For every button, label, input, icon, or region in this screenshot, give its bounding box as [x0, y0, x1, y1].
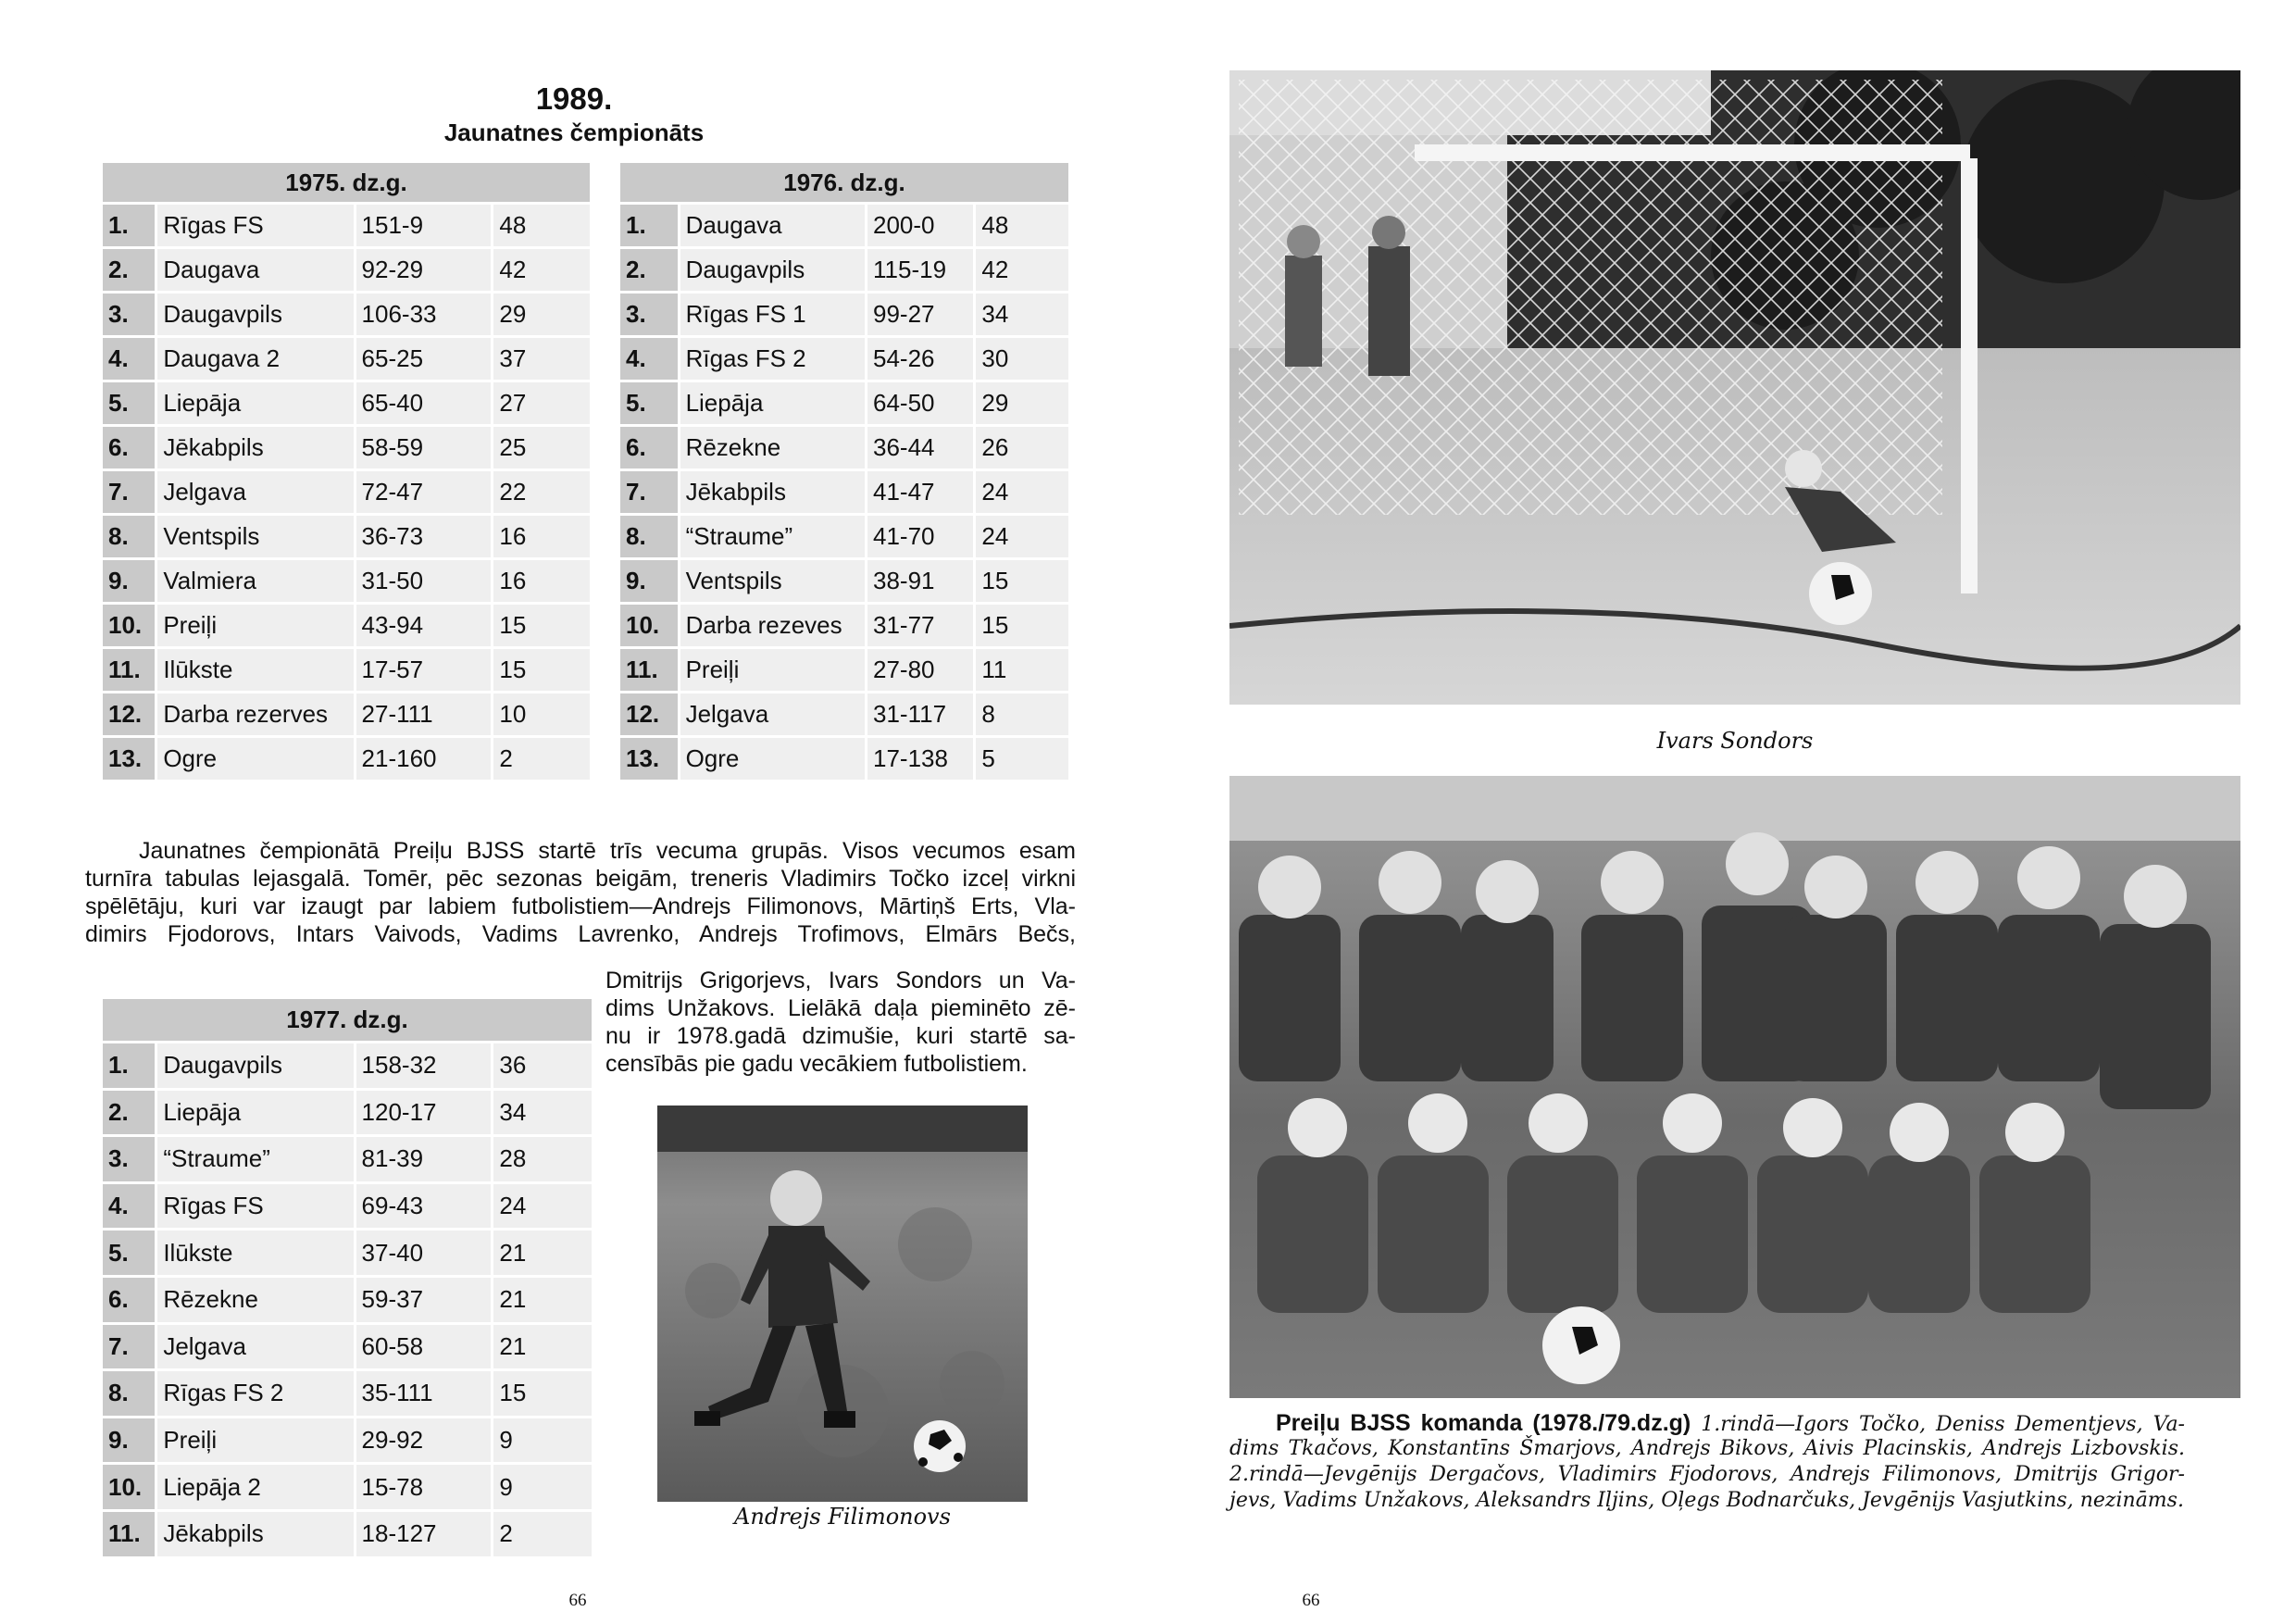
rank-cell: 10. — [620, 605, 678, 646]
rank-cell: 9. — [103, 1418, 155, 1463]
table-row — [103, 1512, 592, 1556]
page-number: 66 — [568, 1591, 587, 1610]
points-cell: 24 — [976, 471, 1068, 513]
photo-goalkeeper — [1229, 70, 2240, 705]
standings-table-1976 — [618, 160, 1071, 782]
paragraph-line: dims Unžakovs. Lielākā daļa pieminēto zē- — [605, 995, 1076, 1021]
points-cell: 36 — [493, 1043, 592, 1088]
goals-cell: 41-70 — [867, 516, 973, 557]
points-cell: 16 — [493, 516, 590, 557]
paragraph-line: spēlētāju, kuri var izaugt par labiem futbolistiem—Andrejs Filimonovs, Mārtiņš Erts, Vla- — [85, 893, 1076, 919]
table-row — [103, 649, 590, 691]
rank-cell: 11. — [103, 649, 155, 691]
points-cell: 29 — [976, 382, 1068, 424]
points-cell: 9 — [493, 1418, 592, 1463]
points-cell: 2 — [493, 738, 590, 780]
points-cell: 30 — [976, 338, 1068, 380]
photo-caption: Ivars Sondors — [1656, 728, 1814, 754]
team-cell: Rīgas FS 2 — [157, 1371, 353, 1416]
rank-cell: 6. — [103, 1278, 155, 1322]
team-cell: Preiļi — [680, 649, 865, 691]
team-cell: Rīgas FS 2 — [680, 338, 865, 380]
points-cell: 15 — [493, 1371, 592, 1416]
table-row — [103, 1230, 592, 1275]
goals-cell: 17-57 — [356, 649, 492, 691]
rank-cell: 3. — [103, 1137, 155, 1181]
points-cell: 42 — [976, 249, 1068, 291]
rank-cell: 2. — [103, 1091, 155, 1135]
goals-cell: 43-94 — [356, 605, 492, 646]
points-cell: 48 — [976, 205, 1068, 246]
page-subtitle: Jaunatnes čempionāts — [443, 119, 705, 146]
goals-cell: 59-37 — [356, 1278, 492, 1322]
rank-cell: 9. — [103, 560, 155, 602]
points-cell: 22 — [493, 471, 590, 513]
team-cell: Daugava 2 — [157, 338, 353, 380]
rank-cell: 1. — [103, 1043, 155, 1088]
page-title-year: 1989. — [535, 81, 613, 116]
team-cell: Rīgas FS 1 — [680, 294, 865, 335]
table-row — [103, 1091, 592, 1135]
rank-cell: 12. — [620, 693, 678, 735]
table-row — [103, 516, 590, 557]
team-cell: “Straume” — [157, 1137, 353, 1181]
photo-team — [1229, 776, 2240, 1398]
team-cell: Daugava — [680, 205, 865, 246]
right-page — [1148, 0, 2296, 1624]
caption-line: jevs, Vadims Unžakovs, Aleksandrs Iļjins, Oļegs Bodnarčuks, Jevgēnijs Vasjutkins, nezināms. — [1229, 1489, 2184, 1512]
points-cell: 27 — [493, 382, 590, 424]
table-row — [620, 382, 1068, 424]
points-cell: 16 — [493, 560, 590, 602]
points-cell: 25 — [493, 427, 590, 468]
table-row — [103, 738, 590, 780]
table-header: 1976. dz.g. — [620, 163, 1068, 202]
goals-cell: 65-40 — [356, 382, 492, 424]
points-cell: 21 — [493, 1278, 592, 1322]
photo-caption: Andrejs Filimonovs — [734, 1504, 951, 1530]
points-cell: 15 — [976, 560, 1068, 602]
photo-player-with-ball — [657, 1106, 1028, 1502]
table-row — [620, 205, 1068, 246]
team-cell: Ventspils — [157, 516, 353, 557]
goals-cell: 200-0 — [867, 205, 973, 246]
goals-cell: 17-138 — [867, 738, 973, 780]
table-row — [103, 1137, 592, 1181]
page-number: 66 — [1302, 1591, 1320, 1610]
table-row — [620, 560, 1068, 602]
team-cell: Ogre — [680, 738, 865, 780]
standings-table-1975 — [100, 160, 593, 782]
paragraph-line: censībās pie gadu vecākiem futbolistiem. — [605, 1051, 1028, 1077]
team-cell: Liepāja — [157, 382, 353, 424]
table-row — [620, 294, 1068, 335]
paragraph-line: Dmitrijs Grigorjevs, Ivars Sondors un Va- — [605, 968, 1076, 993]
goals-cell: 151-9 — [356, 205, 492, 246]
points-cell: 9 — [493, 1465, 592, 1509]
table-row — [620, 516, 1068, 557]
goals-cell: 31-117 — [867, 693, 973, 735]
goals-cell: 35-111 — [356, 1371, 492, 1416]
team-cell: Rīgas FS — [157, 205, 353, 246]
team-cell: Rēzekne — [680, 427, 865, 468]
points-cell: 48 — [493, 205, 590, 246]
team-photo-caption — [1229, 1410, 2185, 1514]
points-cell: 26 — [976, 427, 1068, 468]
team-cell: Liepāja 2 — [157, 1465, 353, 1509]
caption-text: 1.rindā—Igors Točko, Deniss Dementjevs, Va- — [1701, 1413, 2185, 1436]
table-row — [103, 693, 590, 735]
team-cell: Darba rezerves — [157, 693, 353, 735]
rank-cell: 2. — [620, 249, 678, 291]
team-cell: Ogre — [157, 738, 353, 780]
points-cell: 24 — [976, 516, 1068, 557]
goals-cell: 120-17 — [356, 1091, 492, 1135]
paragraph-line: turnīra tabulas lejasgalā. Tomēr, pēc sezonas beigām, treneris Vladimirs Točko izceļ virkni — [85, 866, 1076, 892]
goals-cell: 58-59 — [356, 427, 492, 468]
paragraph-line: dimirs Fjodorovs, Intars Vaivods, Vadims Lavrenko, Andrejs Trofimovs, Elmārs Bečs, — [85, 921, 1076, 947]
table-row — [103, 1465, 592, 1509]
table-row — [620, 338, 1068, 380]
table-row — [103, 1418, 592, 1463]
table-row — [620, 249, 1068, 291]
rank-cell: 10. — [103, 605, 155, 646]
team-cell: Darba rezeves — [680, 605, 865, 646]
points-cell: 2 — [493, 1512, 592, 1556]
table-header: 1975. dz.g. — [103, 163, 590, 202]
goals-cell: 18-127 — [356, 1512, 492, 1556]
team-cell: Jelgava — [157, 1325, 353, 1369]
rank-cell: 8. — [103, 1371, 155, 1416]
paragraph-line: nu ir 1978.gadā dzimušie, kuri startē sa- — [605, 1023, 1076, 1049]
points-cell: 15 — [493, 649, 590, 691]
table-row — [103, 338, 590, 380]
caption-bold: Preiļu BJSS komanda (1978./79.dz.g) — [1276, 1410, 1691, 1436]
goals-cell: 81-39 — [356, 1137, 492, 1181]
table-row — [620, 605, 1068, 646]
table-row — [103, 1184, 592, 1229]
points-cell: 10 — [493, 693, 590, 735]
goals-cell: 31-50 — [356, 560, 492, 602]
team-cell: Rēzekne — [157, 1278, 353, 1322]
goals-cell: 15-78 — [356, 1465, 492, 1509]
points-cell: 15 — [976, 605, 1068, 646]
team-cell: Rīgas FS — [157, 1184, 353, 1229]
table-row — [620, 471, 1068, 513]
goals-cell: 37-40 — [356, 1230, 492, 1275]
rank-cell: 12. — [103, 693, 155, 735]
goals-cell: 72-47 — [356, 471, 492, 513]
rank-cell: 11. — [103, 1512, 155, 1556]
team-cell: Jelgava — [680, 693, 865, 735]
points-cell: 21 — [493, 1230, 592, 1275]
table-row — [620, 693, 1068, 735]
table-row — [103, 205, 590, 246]
goals-cell: 64-50 — [867, 382, 973, 424]
rank-cell: 7. — [620, 471, 678, 513]
team-cell: Daugava — [157, 249, 353, 291]
team-cell: Jēkabpils — [680, 471, 865, 513]
table-row — [103, 560, 590, 602]
table-row — [103, 1371, 592, 1416]
rank-cell: 7. — [103, 471, 155, 513]
rank-cell: 6. — [103, 427, 155, 468]
rank-cell: 4. — [620, 338, 678, 380]
rank-cell: 9. — [620, 560, 678, 602]
table-row — [103, 1043, 592, 1088]
table-row — [103, 1325, 592, 1369]
goals-cell: 60-58 — [356, 1325, 492, 1369]
rank-cell: 5. — [103, 382, 155, 424]
goals-cell: 99-27 — [867, 294, 973, 335]
team-cell: “Straume” — [680, 516, 865, 557]
rank-cell: 2. — [103, 249, 155, 291]
rank-cell: 4. — [103, 1184, 155, 1229]
caption-line: 2.rindā—Jevgēnijs Dergačovs, Vladimirs Fjodorovs, Andrejs Filimonovs, Dmitrijs Grigor- — [1229, 1463, 2185, 1486]
team-cell: Preiļi — [157, 605, 353, 646]
points-cell: 42 — [493, 249, 590, 291]
table-row — [620, 649, 1068, 691]
team-cell: Jēkabpils — [157, 427, 353, 468]
table-row — [620, 427, 1068, 468]
rank-cell: 6. — [620, 427, 678, 468]
points-cell: 24 — [493, 1184, 592, 1229]
goals-cell: 38-91 — [867, 560, 973, 602]
team-cell: Daugavpils — [157, 1043, 353, 1088]
points-cell: 15 — [493, 605, 590, 646]
team-cell: Ventspils — [680, 560, 865, 602]
table-row — [103, 294, 590, 335]
goals-cell: 29-92 — [356, 1418, 492, 1463]
goals-cell: 36-44 — [867, 427, 973, 468]
points-cell: 11 — [976, 649, 1068, 691]
rank-cell: 3. — [103, 294, 155, 335]
points-cell: 34 — [976, 294, 1068, 335]
team-cell: Liepāja — [680, 382, 865, 424]
goals-cell: 27-80 — [867, 649, 973, 691]
rank-cell: 13. — [620, 738, 678, 780]
team-cell: Daugavpils — [680, 249, 865, 291]
rank-cell: 7. — [103, 1325, 155, 1369]
goals-cell: 27-111 — [356, 693, 492, 735]
points-cell: 21 — [493, 1325, 592, 1369]
team-cell: Ilūkste — [157, 1230, 353, 1275]
caption-line: dims Tkačovs, Konstantīns Šmarjovs, Andrejs Bikovs, Aivis Placinskis, Andrejs Lizbovskis. — [1229, 1437, 2185, 1460]
rank-cell: 3. — [620, 294, 678, 335]
table-row — [103, 427, 590, 468]
rank-cell: 5. — [620, 382, 678, 424]
goals-cell: 69-43 — [356, 1184, 492, 1229]
points-cell: 34 — [493, 1091, 592, 1135]
goals-cell: 92-29 — [356, 249, 492, 291]
team-cell: Liepāja — [157, 1091, 353, 1135]
team-cell: Preiļi — [157, 1418, 353, 1463]
points-cell: 8 — [976, 693, 1068, 735]
team-cell: Daugavpils — [157, 294, 353, 335]
table-row — [103, 382, 590, 424]
table-row — [103, 249, 590, 291]
rank-cell: 1. — [620, 205, 678, 246]
table-header: 1977. dz.g. — [103, 999, 592, 1041]
team-cell: Jēkabpils — [157, 1512, 353, 1556]
rank-cell: 11. — [620, 649, 678, 691]
goals-cell: 158-32 — [356, 1043, 492, 1088]
team-cell: Valmiera — [157, 560, 353, 602]
team-cell: Jelgava — [157, 471, 353, 513]
rank-cell: 1. — [103, 205, 155, 246]
rank-cell: 8. — [103, 516, 155, 557]
caption-line — [1229, 1410, 2185, 1436]
goals-cell: 106-33 — [356, 294, 492, 335]
paragraph-top — [85, 837, 1076, 948]
goals-cell: 41-47 — [867, 471, 973, 513]
table-row — [103, 471, 590, 513]
rank-cell: 10. — [103, 1465, 155, 1509]
rank-cell: 13. — [103, 738, 155, 780]
goals-cell: 36-73 — [356, 516, 492, 557]
goals-cell: 54-26 — [867, 338, 973, 380]
paragraph-side — [605, 967, 1076, 1078]
rank-cell: 4. — [103, 338, 155, 380]
table-row — [103, 605, 590, 646]
table-row — [620, 738, 1068, 780]
rank-cell: 5. — [103, 1230, 155, 1275]
rank-cell: 8. — [620, 516, 678, 557]
goals-cell: 65-25 — [356, 338, 492, 380]
goals-cell: 21-160 — [356, 738, 492, 780]
goals-cell: 115-19 — [867, 249, 973, 291]
standings-table-1977 — [100, 996, 594, 1559]
paragraph-line: Jaunatnes čempionātā Preiļu BJSS startē trīs vecuma grupās. Visos vecumos esam — [139, 838, 1076, 864]
points-cell: 28 — [493, 1137, 592, 1181]
table-row — [103, 1278, 592, 1322]
team-cell: Ilūkste — [157, 649, 353, 691]
points-cell: 5 — [976, 738, 1068, 780]
points-cell: 37 — [493, 338, 590, 380]
points-cell: 29 — [493, 294, 590, 335]
goals-cell: 31-77 — [867, 605, 973, 646]
